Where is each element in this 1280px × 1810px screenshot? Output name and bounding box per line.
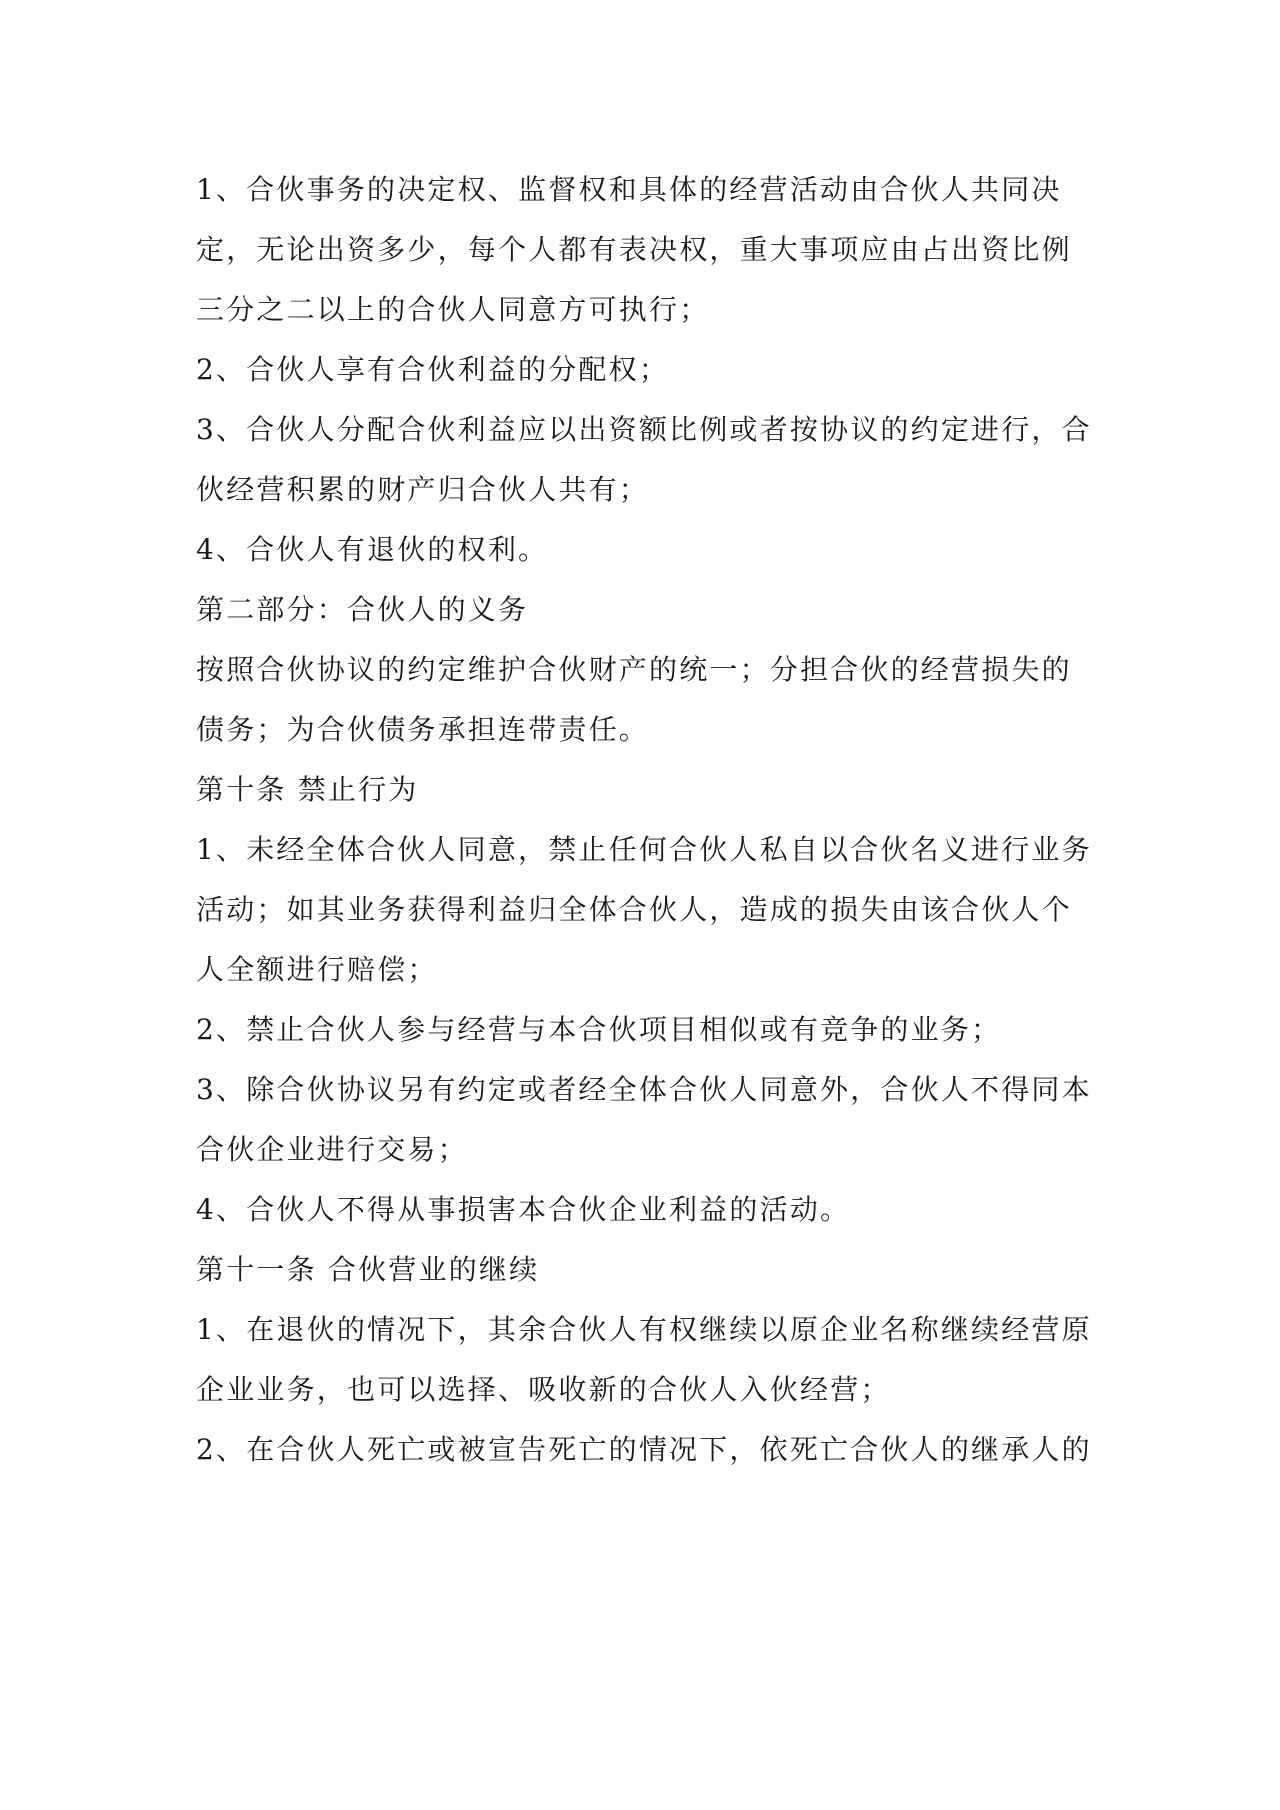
paragraph-continuation-1: 1、在退伙的情况下，其余合伙人有权继续以原企业名称继续经营原企业业务，也可以选择、吸收新的合伙人入伙经营； [196,1313,1092,1406]
paragraph-rights-profit-sharing: 3、合伙人分配合伙利益应以出资额比例或者按协议的约定进行，合伙经营积累的财产归合伙人共有； [196,413,1092,506]
article-heading-10: 第十条 禁止行为 [196,773,419,806]
section-heading-obligations: 第二部分：合伙人的义务 [196,593,529,626]
paragraph-prohibition-4: 4、合伙人不得从事损害本合伙企业利益的活动。 [196,1193,851,1226]
document-body [196,160,1096,1480]
paragraph-rights-withdrawal: 4、合伙人有退伙的权利。 [196,533,549,566]
paragraph-continuation-2: 2、在合伙人死亡或被宣告死亡的情况下，依死亡合伙人的继承人的 [196,1433,1092,1466]
paragraph-prohibition-3: 3、除合伙协议另有约定或者经全体合伙人同意外，合伙人不得同本合伙企业进行交易； [196,1073,1092,1166]
paragraph-rights-decision: 1、合伙事务的决定权、监督权和具体的经营活动由合伙人共同决定，无论出资多少，每个人都有表决权，重大事项应由占出资比例三分之二以上的合伙人同意方可执行； [196,173,1072,326]
paragraph-prohibition-2: 2、禁止合伙人参与经营与本合伙项目相似或有竞争的业务； [196,1013,1002,1046]
paragraph-obligations: 按照合伙协议的约定维护合伙财产的统一；分担合伙的经营损失的债务；为合伙债务承担连带责任。 [196,653,1072,746]
paragraph-rights-distribution: 2、合伙人享有合伙利益的分配权； [196,353,670,386]
article-heading-11: 第十一条 合伙营业的继续 [196,1253,540,1286]
paragraph-prohibition-1: 1、未经全体合伙人同意，禁止任何合伙人私自以合伙名义进行业务活动；如其业务获得利益归全体合伙人，造成的损失由该合伙人个人全额进行赔偿； [196,833,1092,986]
